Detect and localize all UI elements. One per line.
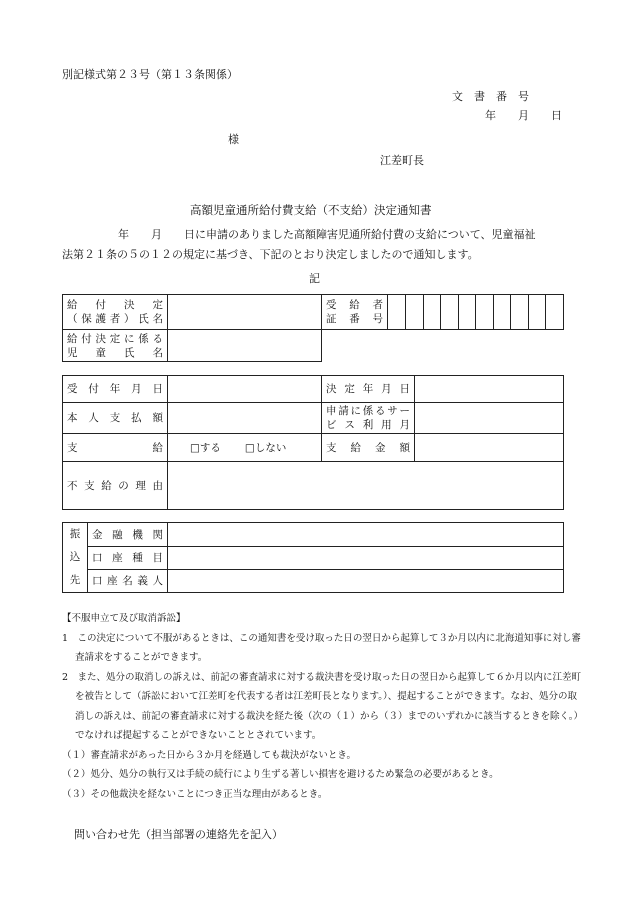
self-payment-label: 本 人 支 払 額 [63,403,168,434]
contact-line: 問い合わせ先（担当部署の連絡先を記入） [74,828,283,841]
payment-options [168,434,322,462]
appeal-notes [62,609,582,804]
note-item-1: 1 この決定について不服があるときは、この通知書を受け取った日の翌日から起算して３か月以内に北海道知事に対し審査請求をすることができます。 [62,632,581,663]
digit-box[interactable] [458,295,476,329]
note-item-2: 2 また、処分の取消しの訴えは、前記の審査請求に対する裁決書を受け取った日の翌日から起算して６か月以内に江差町を被告として（訴訟において江差町を代表する者は江差町長となります。）、提起することができます。なお、処分の取消しの訴えは、前記の審査請求に対する裁決を経た後（次の（１）から（３）までのいずれかに該当するときを除く。）でなければ提起することができないこととされています。 [62,671,582,741]
digit-box[interactable] [406,295,424,329]
digit-box[interactable] [511,295,529,329]
bank-label: 金 融 機 関 [88,523,168,547]
bank-field[interactable] [168,523,564,547]
payment-label: 支 給 [63,434,168,462]
reason-label: 不 支 給 の 理 由 [63,462,168,510]
account-name-label: 口座名義人 [88,570,168,593]
transfer-label: 振 込 先 [63,523,88,593]
receipt-date-field[interactable] [168,376,322,403]
service-month-label: 申請に係るサー ビ ス 利 用 月 [322,403,415,434]
transfer-table [62,522,564,593]
amount-field[interactable] [415,434,564,462]
option-yes-checkbox[interactable]: □する [190,441,221,454]
account-type-field[interactable] [168,547,564,570]
issuer-name: 江差町長 [380,154,424,167]
digit-box[interactable] [441,295,459,329]
service-month-field[interactable] [415,403,564,434]
issue-date: 年 月 日 [485,109,562,122]
account-name-field[interactable] [168,570,564,593]
option-no-checkbox[interactable]: □しない [244,441,287,454]
child-name-label: 給付決定に係る 児 童 氏 名 [63,330,168,362]
guardian-name-field[interactable] [168,295,322,330]
reason-field[interactable] [168,462,564,510]
digit-box[interactable] [493,295,511,329]
recipient-number-label: 受 給 者 証 番 号 [322,295,388,330]
digit-box[interactable] [528,295,546,329]
account-type-label: 口 座 種 目 [88,547,168,570]
body-line-2: 法第２１条の５の１２の規定に基づき、下記のとおり決定しましたので通知します。 [62,248,479,261]
form-number: 別記様式第２３号（第１３条関係） [62,68,238,81]
notes-heading: 【不服申立て及び取消訴訟】 [62,613,186,624]
receipt-date-label: 受 付 年 月 日 [63,376,168,403]
applicant-table [62,294,564,362]
body-line-1: 年 月 日に申請のありました高額障害児通所給付費の支給について、児童福祉 [118,228,536,241]
note-sub-3: （３）その他裁決を経ないことにつき正当な理由があるとき。 [62,788,328,800]
digit-box[interactable] [476,295,494,329]
recipient-number-field[interactable] [388,295,564,330]
digit-box[interactable] [546,295,564,329]
decision-table [62,375,564,510]
page-title: 高額児童通所給付費支給（不支給）決定通知書 [190,203,432,217]
note-sub-1: （１）審査請求があった日から３か月を経過しても裁決がないとき。 [62,749,357,761]
child-name-field[interactable] [168,330,322,362]
document-number: 文 書 番 号 [452,90,529,103]
ki-label: 記 [309,272,320,285]
decision-date-label: 決 定 年 月 日 [322,376,415,403]
amount-label: 支 給 金 額 [322,434,415,462]
digit-box[interactable] [388,295,406,329]
digit-box[interactable] [423,295,441,329]
guardian-label: 給 付 決 定 （保護者）氏名 [63,295,168,330]
decision-date-field[interactable] [415,376,564,403]
note-sub-2: （２）処分、処分の執行又は手続の続行により生ずる著しい損害を避けるため緊急の必要があるとき。 [62,769,499,780]
addressee-suffix: 様 [228,133,239,146]
self-payment-field[interactable] [168,403,322,434]
